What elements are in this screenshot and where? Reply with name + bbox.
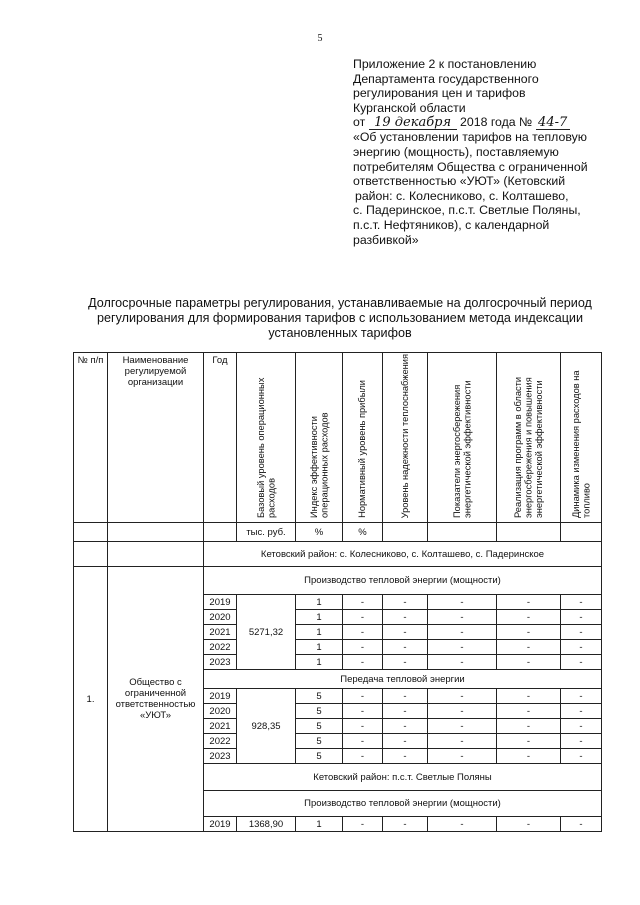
district-2: Кетовский район: п.с.т. Светлые Поляны — [204, 764, 602, 791]
dash-cell: - — [561, 817, 602, 832]
header-fuel-cell — [561, 353, 602, 523]
parameters-table — [73, 352, 602, 832]
base-value: 5271,32 — [237, 595, 296, 670]
dash-cell: - — [561, 625, 602, 640]
appendix-line: регулирования цен и тарифов — [353, 86, 526, 101]
dash-cell: - — [561, 749, 602, 764]
empty-cell — [497, 523, 561, 542]
year-cell: 2020 — [204, 704, 237, 719]
empty-cell — [108, 542, 204, 567]
from-label: от — [353, 115, 366, 130]
dash-cell: - — [383, 610, 428, 625]
dash-cell: - — [561, 704, 602, 719]
header-reliability: Уровень надежности теплоснабжения — [399, 353, 410, 518]
dash-cell: - — [497, 655, 561, 670]
dash-cell: - — [343, 625, 383, 640]
dash-cell: - — [383, 704, 428, 719]
dash-cell: - — [343, 749, 383, 764]
title-line: установленных тарифов — [268, 326, 412, 340]
dash-cell: - — [383, 749, 428, 764]
title-line: регулирования для формирования тарифов с использованием метода индексации — [97, 311, 583, 325]
dash-cell: - — [383, 689, 428, 704]
year-cell: 2019 — [204, 817, 237, 832]
year-cell: 2023 — [204, 749, 237, 764]
section-transfer: Передача тепловой энергии — [204, 670, 602, 689]
document-title — [40, 296, 640, 341]
dash-cell: - — [383, 640, 428, 655]
header-org: Наименование регулируемой организации — [108, 353, 204, 523]
dash-cell: - — [383, 719, 428, 734]
dash-cell: - — [343, 640, 383, 655]
index-value: 1 — [296, 610, 343, 625]
header-base: Базовый уровень операционных расходов — [255, 377, 276, 518]
empty-cell — [428, 523, 497, 542]
district-row — [74, 542, 602, 567]
section-production: Производство тепловой энергии (мощности) — [204, 567, 602, 595]
appendix-line: Курганской области — [353, 100, 466, 115]
appendix-line: энергию (мощность), поставляемую — [353, 144, 559, 159]
header-profit-cell — [343, 353, 383, 523]
dash-cell: - — [428, 640, 497, 655]
dash-cell: - — [497, 610, 561, 625]
empty-cell — [74, 542, 108, 567]
index-value: 1 — [296, 595, 343, 610]
dash-cell: - — [383, 655, 428, 670]
dash-cell: - — [428, 719, 497, 734]
index-value: 5 — [296, 719, 343, 734]
base-value: 1368,90 — [237, 817, 296, 832]
dash-cell: - — [383, 625, 428, 640]
handwritten-date: 19 декабря — [369, 117, 457, 130]
dash-cell: - — [561, 734, 602, 749]
index-value: 5 — [296, 704, 343, 719]
index-value: 1 — [296, 640, 343, 655]
section-production-2: Производство тепловой энергии (мощности) — [204, 791, 602, 817]
header-index-cell — [296, 353, 343, 523]
empty-cell — [383, 523, 428, 542]
empty-cell — [74, 523, 108, 542]
year-cell: 2023 — [204, 655, 237, 670]
appendix-line: разбивкой» — [353, 232, 419, 247]
year-cell: 2022 — [204, 734, 237, 749]
dash-cell: - — [383, 595, 428, 610]
dash-cell: - — [497, 749, 561, 764]
header-fuel: Динамика изменения расходов на топливо — [570, 370, 591, 518]
dash-cell: - — [497, 719, 561, 734]
section-row — [74, 567, 602, 595]
row-number: 1. — [74, 567, 108, 832]
header-program: Реализация программ в области энергосбережения и повышения энергетической эффективности — [512, 376, 544, 518]
dash-cell: - — [428, 689, 497, 704]
dash-cell: - — [497, 817, 561, 832]
dash-cell: - — [343, 595, 383, 610]
page-number: 5 — [317, 33, 323, 44]
dash-cell: - — [561, 640, 602, 655]
dash-cell: - — [428, 749, 497, 764]
year-cell: 2020 — [204, 610, 237, 625]
appendix-line: «Об установлении тарифов на тепловую — [353, 130, 587, 145]
dash-cell: - — [497, 640, 561, 655]
year-cell: 2019 — [204, 595, 237, 610]
dash-cell: - — [343, 704, 383, 719]
header-row — [74, 353, 602, 523]
header-reliability-cell — [383, 353, 428, 523]
handwritten-number: 44-7 — [536, 117, 570, 130]
header-year: Год — [204, 353, 237, 523]
header-base-cell — [237, 353, 296, 523]
dash-cell: - — [497, 625, 561, 640]
dash-cell: - — [428, 595, 497, 610]
unit-profit: % — [343, 523, 383, 542]
dash-cell: - — [561, 655, 602, 670]
header-profit: Нормативный уровень прибыли — [357, 380, 368, 518]
dash-cell: - — [561, 595, 602, 610]
dash-cell: - — [428, 734, 497, 749]
header-index: Индекс эффективности операционных расходов — [308, 412, 329, 518]
unit-base: тыс. руб. — [237, 523, 296, 542]
header-energy: Показатели энергосбережения энергетической эффективности — [451, 380, 472, 518]
dash-cell: - — [428, 610, 497, 625]
index-value: 5 — [296, 749, 343, 764]
appendix-block — [353, 57, 623, 247]
dash-cell: - — [428, 817, 497, 832]
dash-cell: - — [428, 655, 497, 670]
index-value: 1 — [296, 655, 343, 670]
appendix-date-line — [353, 115, 623, 130]
header-energy-cell — [428, 353, 497, 523]
index-value: 1 — [296, 625, 343, 640]
district-1: Кетовский район: с. Колесниково, с. Колташево, с. Падеринское — [204, 542, 602, 567]
header-program-cell — [497, 353, 561, 523]
appendix-line: район: с. Колесниково, с. Колташево, — [355, 188, 569, 203]
appendix-line: Департамента государственного — [353, 71, 539, 86]
year-cell: 2019 — [204, 689, 237, 704]
year-cell: 2022 — [204, 640, 237, 655]
empty-cell — [108, 523, 204, 542]
title-line: Долгосрочные параметры регулирования, устанавливаемые на долгосрочный период — [88, 296, 592, 310]
dash-cell: - — [343, 689, 383, 704]
dash-cell: - — [497, 689, 561, 704]
dash-cell: - — [497, 734, 561, 749]
dash-cell: - — [383, 817, 428, 832]
index-value: 5 — [296, 734, 343, 749]
appendix-line: Приложение 2 к постановлению — [353, 57, 537, 71]
dash-cell: - — [343, 817, 383, 832]
dash-cell: - — [343, 719, 383, 734]
dash-cell: - — [497, 704, 561, 719]
empty-cell — [204, 523, 237, 542]
base-value: 928,35 — [237, 689, 296, 764]
year-cell: 2021 — [204, 719, 237, 734]
units-row — [74, 523, 602, 542]
appendix-line: с. Падеринское, п.с.т. Светлые Поляны, — [353, 203, 581, 218]
year-cell: 2021 — [204, 625, 237, 640]
unit-index: % — [296, 523, 343, 542]
index-value: 1 — [296, 817, 343, 832]
year-text: 2018 года № — [460, 115, 533, 130]
dash-cell: - — [383, 734, 428, 749]
dash-cell: - — [343, 655, 383, 670]
dash-cell: - — [561, 689, 602, 704]
appendix-line: ответственностью «УЮТ» (Кетовский — [353, 174, 566, 189]
dash-cell: - — [497, 595, 561, 610]
org-name: Общество с ограниченной ответственностью «УЮТ» — [108, 567, 204, 832]
dash-cell: - — [561, 719, 602, 734]
header-num: № п/п — [74, 353, 108, 523]
empty-cell — [561, 523, 602, 542]
index-value: 5 — [296, 689, 343, 704]
dash-cell: - — [428, 625, 497, 640]
dash-cell: - — [343, 610, 383, 625]
dash-cell: - — [561, 610, 602, 625]
dash-cell: - — [428, 704, 497, 719]
appendix-line: потребителям Общества с ограниченной — [353, 159, 588, 174]
appendix-line: п.с.т. Нефтяников), с календарной — [353, 217, 550, 232]
dash-cell: - — [343, 734, 383, 749]
